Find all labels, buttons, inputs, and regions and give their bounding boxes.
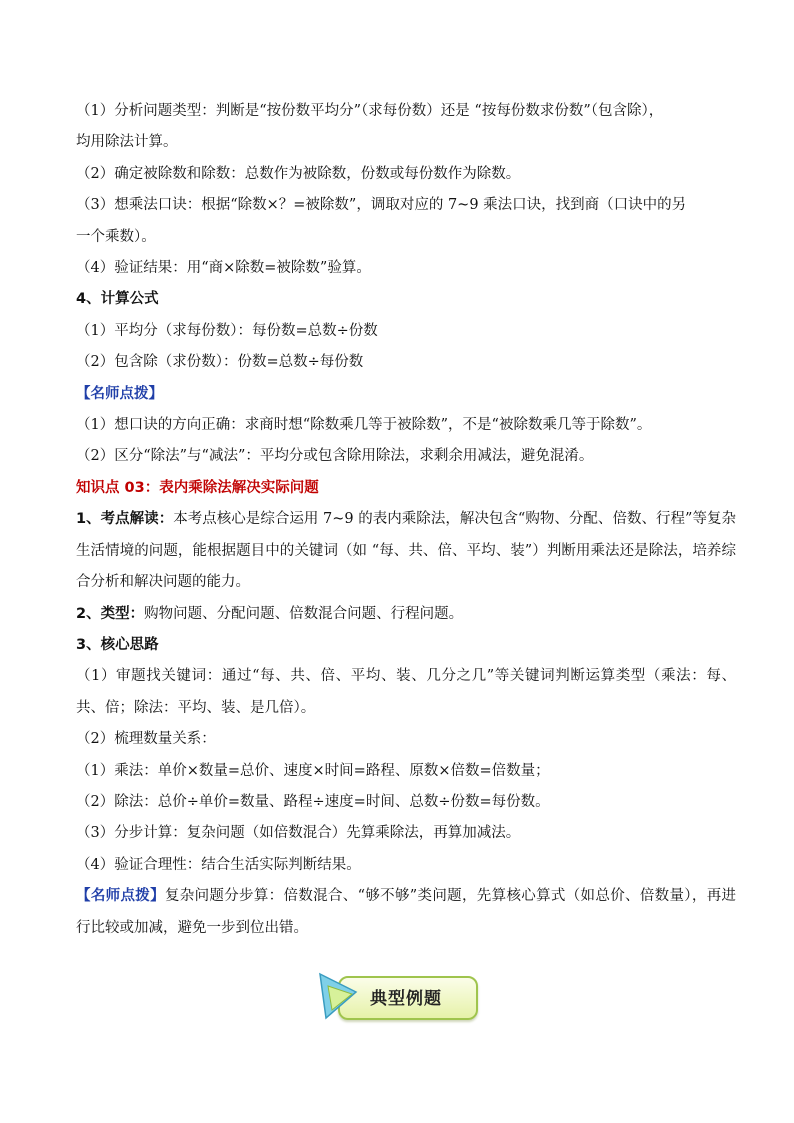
kp3-types-text: 购物问题、分配问题、倍数混合问题、行程问题。	[144, 605, 464, 622]
text-line: （1）想口诀的方向正确：求商时想“除数乘几等于被除数”，不是“被除数乘几等于除数”。	[76, 417, 652, 434]
document-body	[76, 96, 736, 944]
teacher-tip-heading: 【名师点拨】	[76, 385, 163, 402]
section-heading-formula: 4、计算公式	[76, 291, 159, 308]
kp3-idea-1: （1）审题找关键词：通过“每、共、倍、平均、装、几分之几”等关键词判断运算类型（乘法：每、共、倍；除法：平均、装、是几倍）。	[76, 668, 736, 716]
text-line: （2）区分“除法”与“减法”：平均分或包含除用除法，求剩余用减法，避免混淆。	[76, 448, 594, 465]
kp3-idea-2a: （1）乘法：单价×数量=总价、速度×时间=路程、原数×倍数=倍数量；	[76, 762, 550, 779]
kp3-reading-text: 本考点核心是综合运用 7~9 的表内乘除法，解决包含“购物、分配、倍数、行程”等复杂生活情境的问题，能根据题目中的关键词（如 “每、共、倍、平均、装”）判断用乘法还是除法，培养综合分析和解决问题的能力。	[76, 511, 736, 591]
text-line: （4）验证结果：用“商×除数=被除数”验算。	[76, 260, 371, 277]
kp3-types	[76, 599, 736, 630]
text-line: （2）确定被除数和除数：总数作为被除数，份数或每份数作为除数。	[76, 165, 521, 182]
kp3-idea-4: （4）验证合理性：结合生活实际判断结果。	[76, 856, 361, 873]
formula-line: （1）平均分（求每份数）：每份数=总数÷份数	[76, 322, 378, 339]
formula-line: （2）包含除（求份数）：份数=总数÷每份数	[76, 354, 364, 371]
kp3-idea-title: 3、核心思路	[76, 636, 159, 653]
kp3-reading-title: 1、考点解读：	[76, 511, 174, 528]
kp3-tip-text: 复杂问题分步算：倍数混合、“够不够”类问题，先算核心算式（如总价、倍数量），再进行比较或加减，避免一步到位出错。	[76, 888, 737, 936]
typical-examples-banner	[316, 966, 480, 1026]
kp3-idea-2b: （2）除法：总价÷单价=数量、路程÷速度=时间、总数÷份数=每份数。	[76, 793, 550, 810]
banner-label: 典型例题	[370, 988, 442, 1009]
kp3-idea-3: （3）分步计算：复杂问题（如倍数混合）先算乘除法，再算加减法。	[76, 825, 521, 842]
text-line: （3）想乘法口诀：根据“除数×？=被除数”，调取对应的 7~9 乘法口诀，找到商（口诀中的另	[76, 197, 687, 214]
text-line: 均用除法计算。	[76, 134, 178, 151]
kp3-tip	[76, 881, 736, 944]
kp3-tip-title: 【名师点拨】	[76, 888, 165, 905]
knowledge-point-title: 知识点 03：表内乘除法解决实际问题	[76, 479, 319, 496]
text-line: 一个乘数）。	[76, 228, 156, 245]
kp3-reading	[76, 504, 736, 598]
kp3-idea-2: （2）梳理数量关系：	[76, 731, 216, 748]
text-line: （1）分析问题类型：判断是“按份数平均分”（求每份数）还是 “按每份数求份数”（包含除），	[76, 103, 664, 119]
kp3-types-title: 2、类型：	[76, 605, 145, 622]
